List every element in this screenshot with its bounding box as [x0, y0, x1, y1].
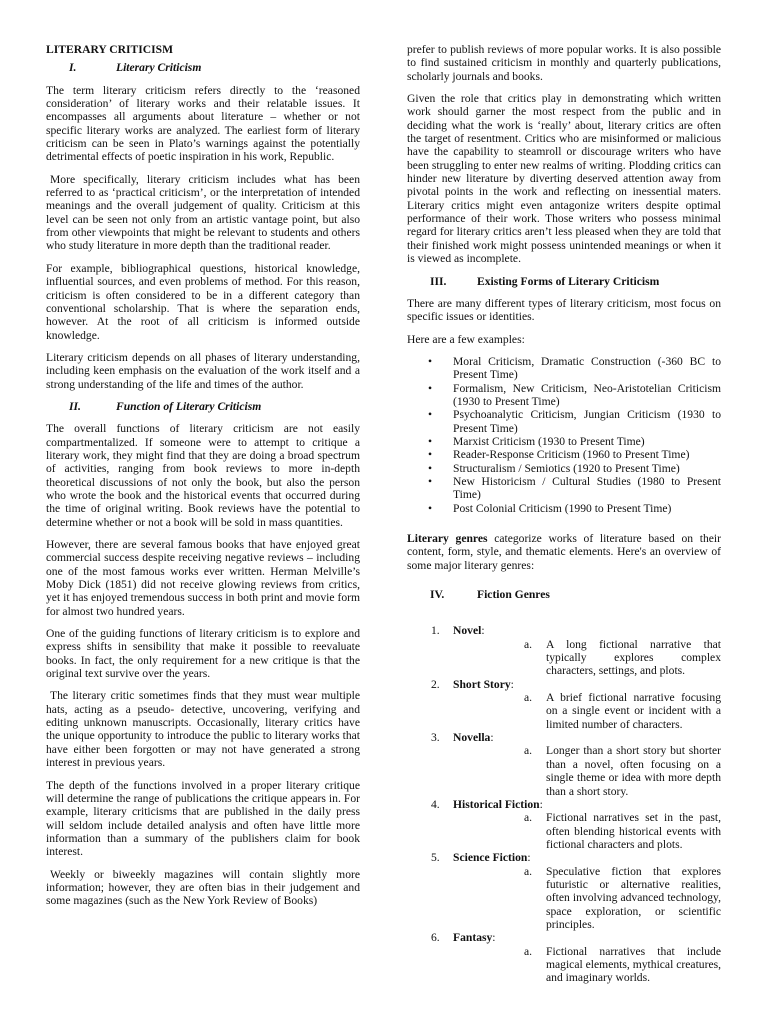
criticism-forms-list [407, 355, 721, 515]
section-heading-1: I. Literary Criticism [69, 61, 202, 75]
paragraph: Literary genres categorize works of literature based on their content, form, style, and thematic elements. Here's an overview of some major literary genres: [407, 532, 721, 572]
list-item: 6. Fantasy: a. Fictional narratives that include magical elements, mythical creatures, and imaginary worlds. [431, 931, 721, 985]
paragraph: The literary critic sometimes finds that they must wear multiple hats, acting as a pseudo- detective, uncovering, verifying and editing unknown manuscripts. Occasionally, literary critics have the unique opportunity to introduce the public to literary works that have either been forgotten or may not have generated a strong interest in previous years. [46, 689, 360, 770]
list-item: 4. Historical Fiction: a. Fictional narratives set in the past, often blending historical events with fictional characters and plots. [431, 797, 721, 851]
list-item: • Psychoanalytic Criticism, Jungian Criticism (1930 to Present Time) [407, 408, 721, 435]
paragraph: Literary criticism depends on all phases of literary understanding, including keen emphasis on the evaluation of the work itself and a strong understanding of the life and times of the author. [46, 350, 360, 391]
section-heading-3: III. Existing Forms of Literary Criticism [430, 274, 660, 288]
right-column [407, 43, 721, 985]
paragraph: More specifically, literary criticism includes what has been referred to as ‘practical criticism’, or the interpretation of intended meanings and the overall judgement of quality. Criticism at this level can be seen not only from an artistic vantage point, but also from other viewpoints that might be relevant to students and others who study literature in more depth than the traditional reader. [46, 172, 360, 253]
list-item: • Marxist Criticism (1930 to Present Time) [407, 435, 721, 448]
list-item: 2. Short Story: a. A brief fictional narrative focusing on a single event or incident with a limited number of characters. [431, 677, 721, 731]
paragraph: Weekly or biweekly magazines will contain slightly more information; however, they are often bias in their judgement and some magazines (such as the New York Review of Books) [46, 867, 360, 908]
section-heading-4: IV. Fiction Genres [430, 588, 550, 602]
list-item: 5. Science Fiction: a. Speculative fiction that explores futuristic or alternative realities, often involving advanced technology, space exploration, or scientific principles. [431, 851, 721, 931]
paragraph: The depth of the functions involved in a proper literary critique will determine the range of publications the critique appears in. For example, literary criticisms that are published in the daily press will seldom include detailed analysis and often have little more information than a summary of the publishers claim for book interest. [46, 778, 360, 859]
paragraph: However, there are several famous books that have enjoyed great commercial success despite receiving negative reviews – including one of the most famous works ever written. Herman Melville’s Moby Dick (1851) did not receive glowing reviews from critics, yet it has enjoyed tremendous success in both print and movie form for almost two hundred years. [46, 538, 360, 618]
paragraph: There are many different types of literary criticism, most focus on specific issues or identities. [407, 296, 721, 324]
list-item: • Structuralism / Semiotics (1920 to Present Time) [407, 462, 721, 475]
fiction-genres-list [407, 624, 721, 984]
list-item: 3. Novella: a. Longer than a short story but shorter than a novel, often focusing on a single theme or idea with more depth than a short story. [431, 731, 721, 798]
paragraph: The overall functions of literary criticism are not easily compartmentalized. If someone were to attempt to critique a literary work, they might find that they are doing a broad spectrum of activities, ranging from book reviews to more in-depth theoretical discussions of not only the book, but also the person who wrote the book and the historical events that occurred during the time of original writing. Book reviews have the potential to determine whether or not a book will be sold in mass quantities. [46, 422, 360, 529]
list-item: • Moral Criticism, Dramatic Construction (-360 BC to Present Time) [407, 355, 721, 382]
document-title: LITERARY CRITICISM [46, 43, 174, 56]
paragraph: For example, bibliographical questions, historical knowledge, influential sources, and even problems of method. For this reason, criticism is often considered to be in a different category than conventional scholarship. That is where the separation ends, however. At the root of all criticism is informed outside knowledge. [46, 261, 360, 342]
list-item: • Reader-Response Criticism (1960 to Present Time) [407, 448, 721, 461]
section-heading-2: II. Function of Literary Criticism [69, 399, 262, 413]
paragraph: Here are a few examples: [407, 332, 525, 346]
list-item: 1. Novel: a. A long fictional narrative that typically explores complex characters, settings, and plots. [431, 624, 721, 678]
list-item: • Formalism, New Criticism, Neo-Aristotelian Criticism (1930 to Present Time) [407, 382, 721, 409]
list-item: • New Historicism / Cultural Studies (1980 to Present Time) [407, 475, 721, 502]
left-column [46, 43, 360, 917]
paragraph: One of the guiding functions of literary criticism is to explore and express shifts in sensibility that make it possible to reevaluate books. In fact, the only requirement for a new critique is that the original text survive over the years. [46, 627, 360, 681]
list-item: • Post Colonial Criticism (1990 to Present Time) [407, 502, 721, 515]
paragraph: The term literary criticism refers directly to the ‘reasoned consideration’ of literary works and their relatable issues. It encompasses all arguments about literature – whether or not specific literary works are analyzed. The earliest form of literary criticism can be seen in Plato’s warnings against the potentially detrimental effects of poetic inspiration in his work, Republic. [46, 83, 360, 164]
paragraph: prefer to publish reviews of more popular works. It is also possible to find sustained criticism in monthly and quarterly publications, scholarly journals and books. [407, 43, 721, 83]
paragraph: Given the role that critics play in demonstrating which written work should garner the most respect from the public and in deciding what the work is ‘really’ about, literary critics are often the target of resentment. Critics who are misinformed or malicious have the capability to steamroll or discourage writers who have been struggling to enter new realms of writing. Plodding critics can hinder new literature by diverting deserved attention away from pivotal points in the work and reflecting on inessential maters. Literary critics might even antagonize writers despite optimal performance of their work. Those writers who possess minimal regard for literary critics aren’t less pleased when they are told that their finished work might possess unintended meanings or when it is viewed as incomplete. [407, 92, 721, 266]
